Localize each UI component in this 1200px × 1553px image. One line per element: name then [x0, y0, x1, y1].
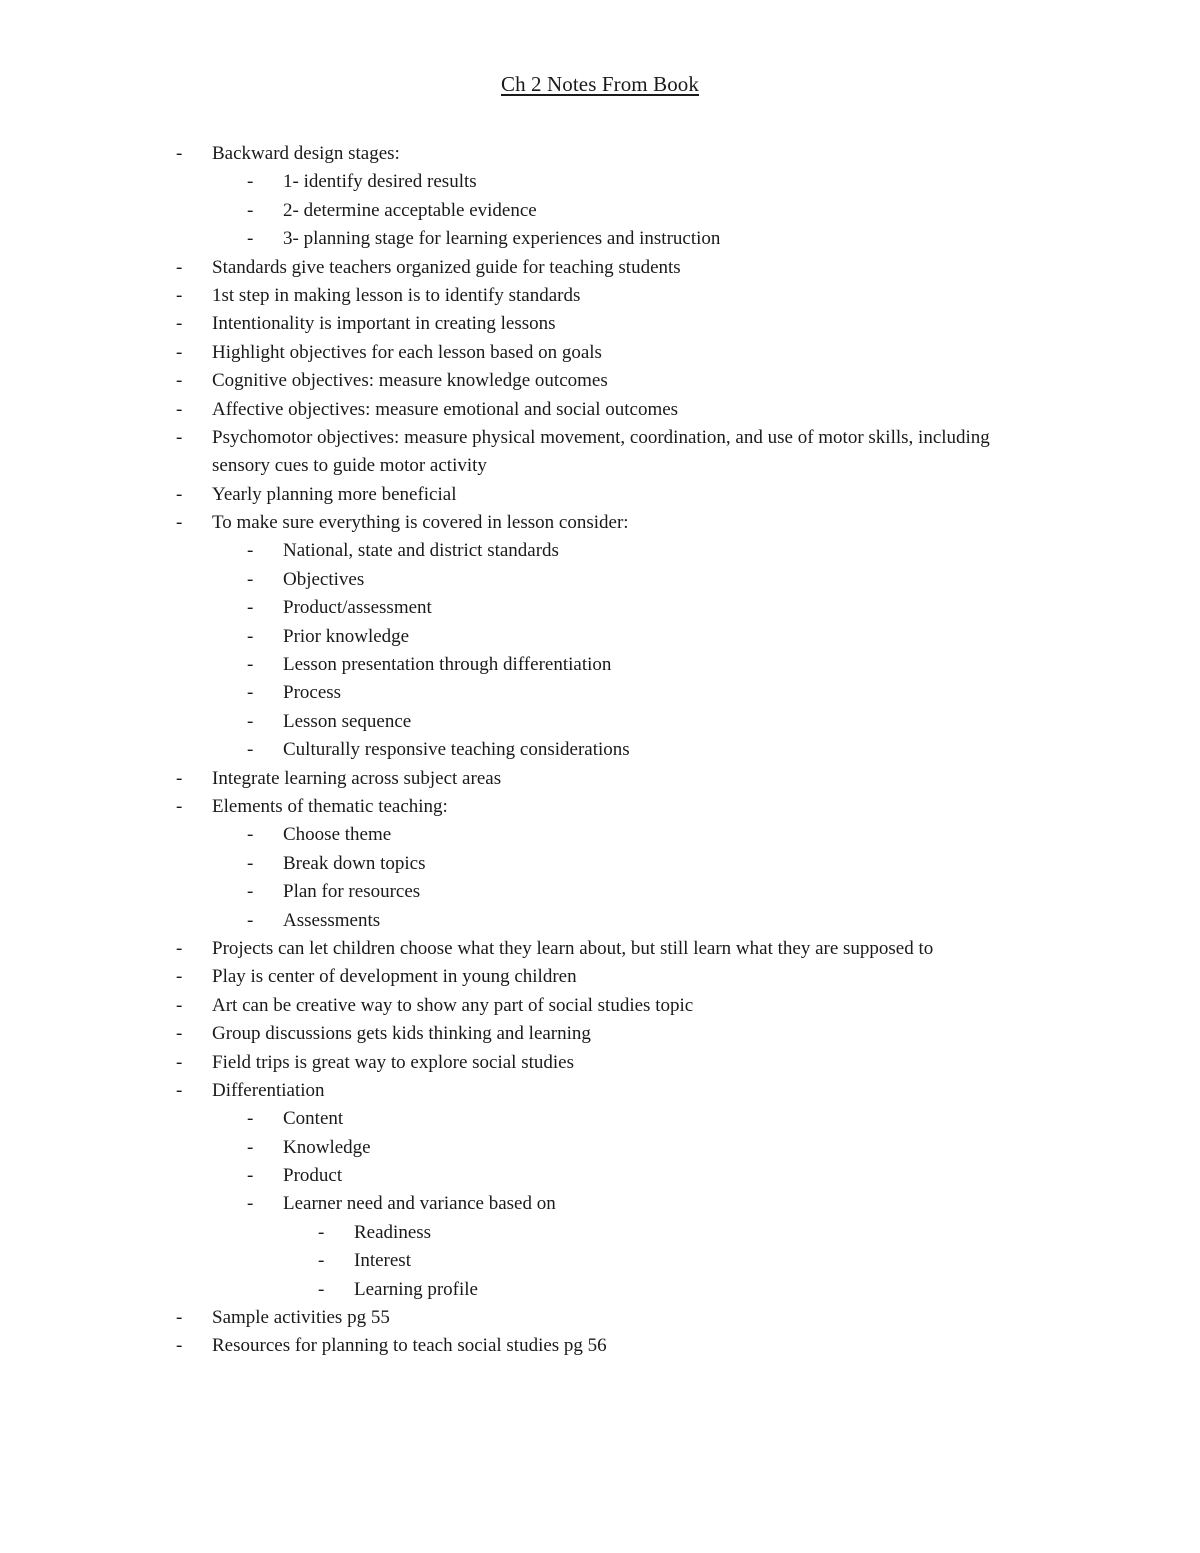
list-item	[0, 396, 1200, 424]
list-item-text: Lesson sequence	[283, 710, 412, 732]
bullet-dash: -	[176, 256, 183, 278]
list-item-text: Elements of thematic teaching:	[212, 796, 448, 817]
list-item	[0, 765, 1200, 793]
list-item	[0, 282, 1200, 310]
list-item	[0, 509, 1200, 537]
list-item	[0, 339, 1200, 367]
bullet-dash: -	[176, 512, 183, 534]
bullet-dash: -	[247, 739, 254, 761]
sub-list-item	[0, 708, 1200, 736]
list-item	[0, 1049, 1200, 1077]
list-item-text: Backward design stages:	[212, 143, 400, 164]
list-item	[0, 935, 1200, 963]
list-item	[0, 140, 1200, 168]
bullet-dash: -	[318, 1278, 325, 1300]
bullet-dash: -	[176, 1335, 183, 1357]
sub-list-item	[0, 907, 1200, 935]
bullet-dash: -	[247, 597, 254, 619]
bullet-dash: -	[318, 1221, 325, 1243]
bullet-dash: -	[247, 171, 254, 193]
list-item-text: Sample activities pg 55	[212, 1307, 390, 1329]
list-item-text: 1st step in making lesson is to identify standards	[212, 284, 581, 306]
list-item-text: Product	[283, 1165, 343, 1187]
list-item	[0, 367, 1200, 395]
list-item	[0, 1332, 1200, 1360]
bullet-dash: -	[176, 313, 183, 335]
list-item-text: Intentionality is important in creating lessons	[212, 313, 556, 335]
sub-list-item	[0, 1105, 1200, 1133]
bullet-dash: -	[176, 341, 183, 363]
bullet-dash: -	[176, 370, 183, 392]
list-item-text: Objectives	[283, 568, 365, 590]
list-item-text: Integrate learning across subject areas	[212, 767, 502, 789]
sub-list-item	[0, 1190, 1200, 1218]
list-item-text: Highlight objectives for each lesson based on goals	[212, 341, 602, 363]
list-item-text: Readiness	[354, 1221, 432, 1243]
bullet-dash: -	[176, 1051, 183, 1073]
bullet-dash: -	[247, 909, 254, 931]
list-item-text: Lesson presentation through differentiation	[283, 654, 612, 676]
list-item-text: Content	[283, 1108, 344, 1130]
bullet-dash: -	[247, 710, 254, 732]
list-item-text: Psychomotor objectives: measure physical movement, coordination, and use of motor skills, including sensory cues to guide motor activity	[212, 426, 990, 477]
sub-list-item	[0, 850, 1200, 878]
bullet-dash: -	[176, 284, 183, 306]
sub-sub-list-item	[0, 1247, 1200, 1275]
bullet-dash: -	[247, 568, 254, 590]
sub-list-item	[0, 197, 1200, 225]
bullet-dash: -	[176, 994, 183, 1016]
list-item-text: Group discussions gets kids thinking and learning	[212, 1023, 591, 1045]
bullet-dash: -	[247, 1193, 254, 1215]
notes-list	[0, 140, 1200, 1361]
bullet-dash: -	[247, 881, 254, 903]
list-item	[0, 992, 1200, 1020]
list-item	[0, 481, 1200, 509]
sub-list-item	[0, 736, 1200, 764]
sub-list-item	[0, 225, 1200, 253]
list-item-text: Interest	[354, 1250, 411, 1272]
sub-list-item	[0, 878, 1200, 906]
list-item-text: Yearly planning more beneficial	[212, 483, 457, 505]
sub-sub-list-item	[0, 1219, 1200, 1247]
list-item-text: Art can be creative way to show any part of social studies topic	[212, 994, 694, 1016]
sub-list-item	[0, 566, 1200, 594]
sub-list-item	[0, 594, 1200, 622]
bullet-dash: -	[176, 483, 183, 505]
bullet-dash: -	[247, 540, 254, 562]
list-item-text: Learner need and variance based on	[283, 1193, 556, 1215]
bullet-dash: -	[318, 1250, 325, 1272]
list-item-text: Process	[283, 682, 342, 704]
bullet-dash: -	[247, 199, 254, 221]
bullet-dash: -	[247, 228, 254, 250]
bullet-dash: -	[176, 143, 183, 164]
list-item-text: 2- determine acceptable evidence	[283, 199, 537, 221]
list-item-text: Plan for resources	[283, 881, 421, 903]
list-item	[0, 254, 1200, 282]
list-item-text: Culturally responsive teaching considerations	[283, 739, 630, 761]
list-item	[0, 310, 1200, 338]
sub-list-item	[0, 623, 1200, 651]
bullet-dash: -	[176, 937, 183, 959]
bullet-dash: -	[176, 1079, 183, 1101]
list-item-text: Prior knowledge	[283, 625, 410, 647]
list-item-text: Choose theme	[283, 824, 392, 846]
list-item	[0, 793, 1200, 821]
bullet-dash: -	[247, 654, 254, 676]
bullet-dash: -	[176, 398, 183, 420]
bullet-dash: -	[176, 1307, 183, 1329]
sub-list-item	[0, 679, 1200, 707]
list-item	[0, 1020, 1200, 1048]
sub-list-item	[0, 1134, 1200, 1162]
list-item-text: Standards give teachers organized guide for teaching students	[212, 256, 681, 278]
list-item-text: 3- planning stage for learning experiences and instruction	[283, 228, 721, 250]
list-item-text: Differentiation	[212, 1079, 325, 1101]
bullet-dash: -	[247, 1108, 254, 1130]
list-item-text: Field trips is great way to explore social studies	[212, 1051, 574, 1073]
list-item-text: Play is center of development in young children	[212, 966, 577, 988]
bullet-dash: -	[176, 426, 183, 448]
list-item-text: Product/assessment	[283, 597, 432, 619]
list-item-text: Affective objectives: measure emotional and social outcomes	[212, 398, 679, 420]
bullet-dash: -	[247, 1136, 254, 1158]
list-item-text: Learning profile	[354, 1278, 478, 1300]
sub-list-item	[0, 821, 1200, 849]
list-item-text: To make sure everything is covered in lesson consider:	[212, 512, 629, 534]
bullet-dash: -	[247, 682, 254, 704]
list-item-text: Assessments	[283, 909, 381, 931]
bullet-dash: -	[176, 1023, 183, 1045]
list-item	[0, 424, 1200, 481]
sub-list-item	[0, 1162, 1200, 1190]
list-item-text: National, state and district standards	[283, 540, 559, 562]
sub-sub-list-item	[0, 1276, 1200, 1304]
bullet-dash: -	[176, 966, 183, 988]
list-item	[0, 1304, 1200, 1332]
list-item-text: 1- identify desired results	[283, 171, 477, 193]
bullet-dash: -	[247, 625, 254, 647]
list-item	[0, 1077, 1200, 1105]
bullet-dash: -	[176, 767, 183, 789]
bullet-dash: -	[247, 852, 254, 874]
sub-list-item	[0, 168, 1200, 196]
list-item-text: Knowledge	[283, 1136, 371, 1158]
list-item	[0, 963, 1200, 991]
list-item-text: Projects can let children choose what they learn about, but still learn what they are supposed to	[212, 937, 934, 959]
list-item-text: Break down topics	[283, 852, 426, 874]
sub-list-item	[0, 651, 1200, 679]
list-item-text: Cognitive objectives: measure knowledge outcomes	[212, 370, 608, 392]
list-item-text: Resources for planning to teach social studies pg 56	[212, 1335, 607, 1357]
bullet-dash: -	[247, 1165, 254, 1187]
page-title: Ch 2 Notes From Book	[500, 72, 699, 96]
sub-list-item	[0, 537, 1200, 565]
bullet-dash: -	[247, 824, 254, 846]
bullet-dash: -	[176, 796, 183, 817]
